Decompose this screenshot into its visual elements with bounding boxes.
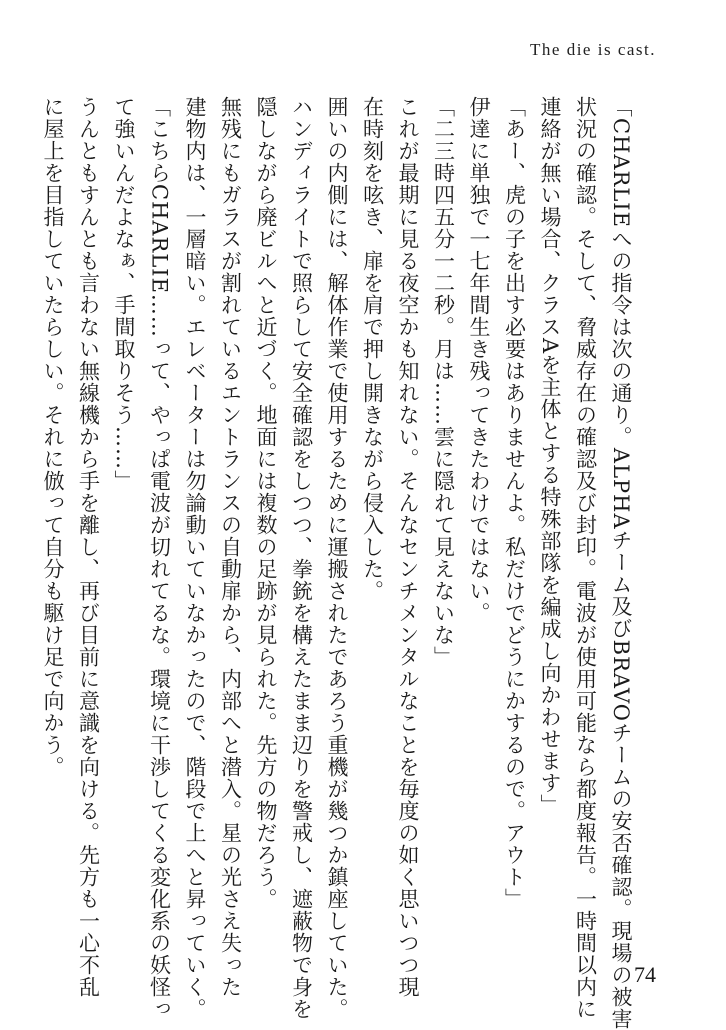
text-line: 「二三時四五分一二秒。月は……雲に隠れて見えないな」 <box>431 96 456 668</box>
text-line: に屋上を目指していたらしい。それに倣って自分も駆け足で向かう。 <box>41 96 65 778</box>
text-line: これが最期に見る夜空かも知れない。そんなセンチメンタルなことを毎度の如く思いつつ現 <box>396 96 420 998</box>
text-line: 隠しながら廃ビルへと近づく。地面には複数の足跡が見られた。先方の物だろう。 <box>254 96 278 910</box>
text-line: 連絡が無い場合、クラスAを主体とする特殊部隊を編成し向かわせます」 <box>538 96 562 817</box>
text-line: 状況の確認。そして、脅威存在の確認及び封印。電波が使用可能なら都度報告。一時間以内に <box>573 96 598 1020</box>
text-line: 「こちらCHARLIE……って、やっぱ電波が切れてるな。環境に干渉してくる変化系の妖怪っ <box>147 96 172 1020</box>
running-head-title: The die is cast. <box>530 40 656 59</box>
text-line: うんともすんとも言わない無線機から手を離し、再び目前に意識を向ける。先方も一心不乱 <box>76 96 101 998</box>
text-line: 伊達に単独で一七年間生き残ってきたわけではない。 <box>467 96 491 624</box>
text-line: 無残にもガラスが割れているエントランスの自動扉から、内部へと潜入。星の光さえ失った <box>218 96 243 998</box>
text-line: 在時刻を呟き、扉を肩で押し開きながら侵入した。 <box>360 96 385 602</box>
text-line: 「あー、虎の子を出す必要はありませんよ。私だけでどうにかするので。アウト」 <box>502 96 527 910</box>
page-number: 74 <box>634 962 656 987</box>
text-line: 囲いの内側には、解体作業で使用するために運搬されたであろう重機が幾つか鎮座していた。 <box>325 96 349 1020</box>
text-line: 建物内は、一層暗い。エレベーターは勿論動いていなかったので、階段で上へと昇っていく。 <box>183 96 207 1020</box>
body-text <box>41 96 638 1030</box>
text-line: ハンディライトで照らして安全確認をしつつ、拳銃を構えたまま辺りを警戒し、遮蔽物で身を <box>289 96 314 1020</box>
text-line: て強いんだよなぁ、手間取りそう……」 <box>112 96 136 492</box>
text-line: 「CHARLIEへの指令は次の通り。ALPHAチーム及びBRAVOチームの安否確認。現場の被害 <box>609 96 633 1030</box>
